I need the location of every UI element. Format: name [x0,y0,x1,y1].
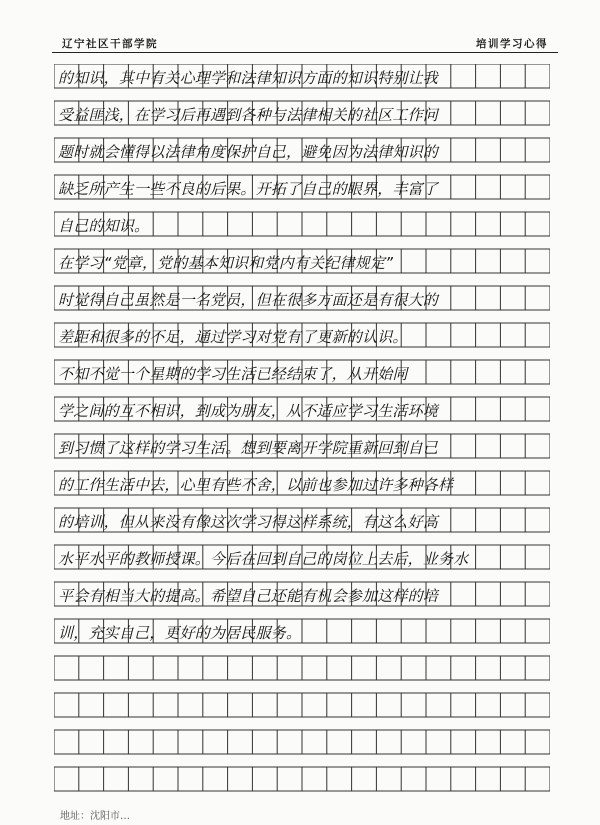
handwritten-line: 水平水平的教师授课。今后在回到自己的岗位上去后，业务水 [58,550,469,568]
handwritten-line: 学之间的互不相识，到成为朋友，从不适应学习生活环境 [58,402,439,420]
handwritten-line: 时觉得自己虽然是一名党员，但在很多方面还是有很大的 [58,291,439,309]
handwritten-line: 受益匪浅，在学习后再遇到各种与法律相关的社区工作问 [58,106,439,124]
header-title: 培训学习心得 [476,38,548,50]
handwritten-line: 到习惯了这样的学习生活。想到要离开学院重新回到自己 [58,439,439,457]
page-footer: 地址：沈阳市… [60,811,130,822]
handwritten-line: 差距和很多的不足，通过学习对党有了更新的认识。 [58,328,408,346]
handwritten-line: 的培训，但从来没有像这次学习得这样系统，有这么好高 [58,513,439,531]
handwritten-line: 平会有相当大的提高。希望自己还能有机会参加这样的培 [58,587,439,605]
handwritten-line: 的工作生活中去，心里有些不舍，以前也参加过许多种各样 [58,476,454,494]
handwritten-line: 题时就会懂得以法律角度保护自己，避免因为法律知识的 [58,143,439,161]
grid-lines [54,64,550,804]
handwritten-line: 不知不觉一个星期的学习生活已经结束了，从开始同 [58,365,408,383]
writing-grid [54,64,550,804]
handwritten-line: 训，充实自己，更好的为居民服务。 [58,624,302,642]
header-rule [52,52,558,53]
header-institution: 辽宁社区干部学院 [62,38,158,50]
handwritten-line: 的知识，其中有关心理学和法律知识方面的知识特别让我 [58,69,439,87]
handwritten-line: 缺乏所产生一些不良的后果。开拓了自己的眼界，丰富了 [58,180,439,198]
handwritten-line: 在学习“党章，党的基本知识和党内有关纪律规定” [58,254,394,272]
handwritten-line: 自己的知识。 [58,217,150,235]
